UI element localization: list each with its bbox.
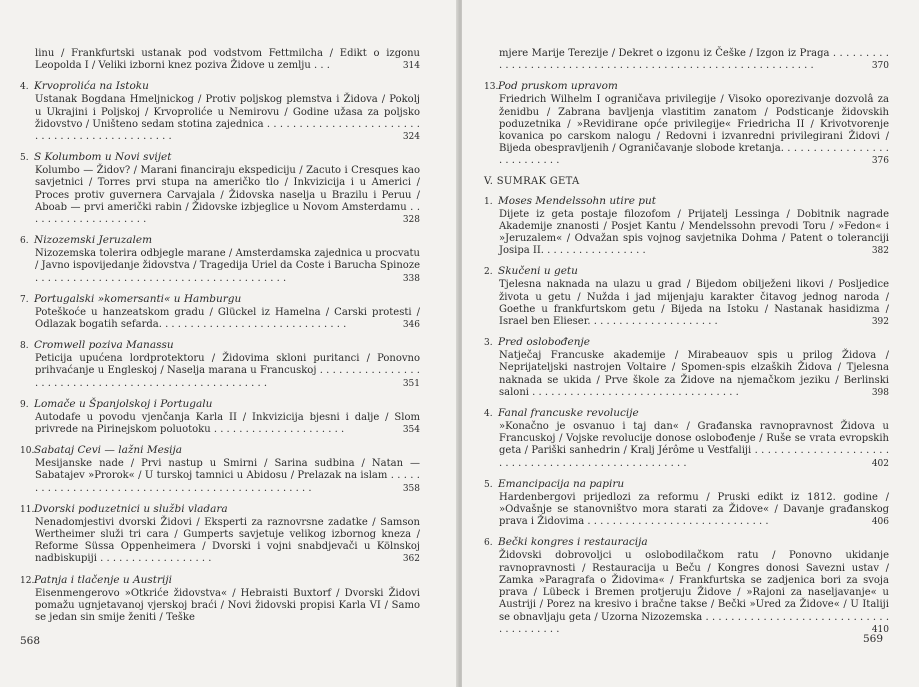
- entry-summary: [499, 279, 889, 328]
- entry-heading: [20, 151, 420, 165]
- toc-list: [484, 195, 889, 636]
- entry-title: Pod pruskom upravom: [498, 80, 618, 93]
- entry-summary-text: Eisenmengerovo »Otkriće židovstva« / Hebraisti Buxtorf / Dvorski Židovi pomažu ugnjetavanoj vjerskoj braći / Novi židovski propisi Karla VI / Samo se jedan sin smije ženiti / Teške: [35, 587, 420, 624]
- page-number: 338: [402, 273, 420, 284]
- entry-title: Sabataj Cevi — lažni Mesija: [34, 444, 183, 457]
- page-number: 392: [871, 317, 889, 328]
- entry-summary-text: Poteškoće u hanzeatskom gradu / Glückel iz Hamelna / Carski protesti / Odlazak bogatih sefarda. . . . . . . . . . . . . . . . . . . . . . . . . . . . . .: [35, 306, 420, 331]
- entry-summary: [499, 209, 889, 258]
- page-number: 358: [402, 483, 420, 494]
- entry-number: 6.: [484, 538, 493, 549]
- right-page: [462, 0, 919, 687]
- folio: 569: [862, 633, 883, 645]
- entry-title: Pred oslobođenje: [498, 336, 590, 349]
- entry-summary-text: Mesijanske nade / Prvi nastup u Smirni / Sarina sudbina / Natan — Sabatajev »Prorok« / U turskoj tamnici u Abidosu / Prelazak na islam . . . . . . . . . . . . . . . . . . . . . . . . . . . . . . . . . . . . . . . . . . . . . . . . .: [35, 458, 420, 494]
- lead-entry: [35, 48, 420, 72]
- entry-summary: [499, 350, 889, 399]
- entry-summary-text: Natječaj Francuske akademije / Mirabeauov spis u prilog Židova / Neprijateljski nastrojen Voltaire / Spomen-spis elzaških Židova / Tjelesna naknada se ukida / Prve škole za Židove na njemačkom jeziku / Berlinski saloni . . . . . . . . . . . . . . . . . . . . . . . . . . . . . . . . .: [499, 350, 889, 398]
- entry-title: Nizozemski Jeruzalem: [34, 234, 153, 247]
- entry-title: S Kolumbom u Novi svijet: [34, 151, 172, 164]
- entry-summary: [35, 458, 420, 495]
- entry-summary-text: Dijete iz geta postaje filozofom / Prijatelj Lessinga / Dobitnik nagrade Akademije znanosti / Posjet Kantu / Mendelssohn prevodi Toru / »Fedon« i »Jeruzalem« / Odvažan spis vojnog savjetnika Dohma / Patent o toleranciji Josipa II. . . . . . . . . . . . . . . . .: [499, 208, 889, 257]
- toc-entry: [484, 407, 889, 470]
- page-number: 410: [871, 624, 889, 635]
- entry-summary: [499, 492, 889, 529]
- toc-entry: [20, 503, 420, 566]
- entry-number: 6.: [20, 236, 29, 247]
- toc-entry: [484, 336, 889, 399]
- entry-summary: [35, 248, 420, 285]
- toc-entry: [484, 478, 889, 529]
- entry-heading: [484, 536, 889, 550]
- toc-entry: [484, 80, 889, 167]
- entry-number: 5.: [484, 479, 493, 490]
- entry-title: Dvorski poduzetnici u službi vladara: [34, 502, 228, 515]
- page-number: 382: [871, 246, 889, 257]
- toc-entry: [484, 265, 889, 328]
- toc-entry: [484, 536, 889, 635]
- entry-heading: [484, 478, 889, 492]
- entry-summary-text: Židovski dobrovoljci u oslobodilačkom ratu / Ponovno ukidanje ravnopravnosti / Restauracija u Beču / Kongres donosi Savezni ustav / Zamka »Paragrafa o Židovima« / Frankfurtska se zadjenica bori za svoja prava / Lübeck i Bremen protjeruju Židove / »Rajoni za naseljavanje« u Austriji / Porez na kresivo i bračne takse / Bečki »Ured za Židove« / U Italiji se obnavljaju geta / Uzorna Nizozemska . . . . . . . . . . . . . . . . . . . . . . . . . . . . . . . . . . . . . . .: [499, 550, 889, 635]
- toc-entry: [20, 151, 420, 226]
- entry-number: 8.: [20, 341, 29, 352]
- entry-heading: [484, 80, 889, 94]
- entry-heading: [20, 293, 420, 307]
- entry-title: Cromwell poziva Manassu: [34, 339, 174, 352]
- page-number: 314: [402, 61, 420, 72]
- entry-heading: [484, 195, 889, 209]
- toc-entry: [20, 80, 420, 143]
- entry-summary: [35, 353, 420, 390]
- page-number: 406: [871, 517, 889, 528]
- folio: 568: [20, 635, 41, 647]
- entry-number: 12.: [20, 575, 35, 586]
- left-page: [0, 0, 458, 687]
- entry-heading: [20, 444, 420, 458]
- entry-title: Fanal francuske revolucije: [498, 407, 639, 420]
- entry-summary-text: Friedrich Wilhelm I ograničava privilegije / Visoko oporezivanje dozvolâ za ženidbu / Zabrana bavljenja vlastitim zanatom / Podsticanje židovskih poduzetnika / »Revidirane opće privilegije« Friedricha II / Krivotvorenje kovanica po carskom nalogu / Redovni i izvanredni privilegirani Židovi / Bijeda obespravljenih / Ograničavanje slobode kretanja. . . . . . . . . . . . . . . . . . . . . . . . . . .: [499, 94, 889, 167]
- toc-entry: [20, 234, 420, 285]
- page-number: 354: [402, 425, 420, 436]
- entry-heading: [20, 234, 420, 248]
- entry-number: 10.: [20, 446, 35, 457]
- entry-heading: [484, 265, 889, 279]
- entry-number: 5.: [20, 153, 29, 164]
- page-number: 370: [871, 61, 889, 72]
- page-number: 351: [402, 378, 420, 389]
- toc-entry: [20, 574, 420, 625]
- lead-entry: [499, 48, 889, 72]
- entry-title: Skučeni u getu: [498, 265, 578, 278]
- page-number: 376: [871, 156, 889, 167]
- entry-heading: [20, 503, 420, 517]
- entry-number: 1.: [484, 196, 493, 207]
- entry-number: 4.: [484, 409, 493, 420]
- toc-entry: [484, 195, 889, 258]
- entry-summary-text: Autodafe u povodu vjenčanja Karla II / Inkvizicija bjesni i dalje / Slom privrede na Pirinejskom poluotoku . . . . . . . . . . . . . . . . . . . . .: [35, 411, 420, 436]
- lead-text: mjere Marije Terezije / Dekret o izgonu iz Češke / Izgon iz Praga . . . . . . . . . . . . . . . . . . . . . . . . . . . . . . . . . . . . . . . . . . . . . . . . . . . . . . . . . . .: [499, 48, 889, 72]
- toc-entry: [20, 293, 420, 331]
- entry-summary-text: »Konačno je osvanuo i taj dan« / Građanska ravnopravnost Židova u Francuskoj / Vojske revolucije donose oslobođenje / Ruše se vrata evropskih geta / Pariški sanhedrin / Kralj Jérôme u Vestfaliji . . . . . . . . . . . . . . . . . . . . . . . . . . . . . . . . . . . . . . . . . . . . . . . . . . .: [499, 421, 889, 469]
- entry-summary: [35, 307, 420, 331]
- entry-summary-text: Tjelesna naknada na ulazu u grad / Bijedom obilježeni likovi / Posljedice života u getu / Nužda i jad mijenjaju karakter čitavog jednog naroda / Goethe u frankfurtskom getu / Bijeda na Istoku / Nastanak hasidizma / Israel ben Elieser. . . . . . . . . . . . . . . . . . . . .: [499, 279, 889, 328]
- entry-summary: [35, 412, 420, 436]
- entry-heading: [20, 574, 420, 588]
- entry-summary-text: Nenadomjestivi dvorski Židovi / Eksperti za raznovrsne zadatke / Samson Wertheimer služi tri cara / Gumperts savjetuje velikog izbornog kneza / Reforme Süssa Oppenheimera / Dvorski i vojni snabdjevači u Kölnskoj nadbiskupiji . . . . . . . . . . . . . . . . . .: [35, 516, 420, 565]
- entry-heading: [484, 407, 889, 421]
- entry-number: 7.: [20, 294, 29, 305]
- entry-title: Patnja i tlačenje u Austriji: [34, 573, 172, 586]
- page-number: 402: [871, 458, 889, 469]
- entry-number: 2.: [484, 267, 493, 278]
- entry-summary: [35, 517, 420, 566]
- toc-entry: [20, 398, 420, 436]
- entry-summary: [35, 94, 420, 143]
- section-heading: V. SUMRAK GETA: [484, 175, 580, 187]
- entry-summary: [499, 421, 889, 470]
- entry-number: 9.: [20, 399, 29, 410]
- page-number: 362: [402, 554, 420, 565]
- entry-title: Emancipacija na papiru: [498, 477, 625, 490]
- entry-heading: [20, 398, 420, 412]
- entry-heading: [484, 336, 889, 350]
- entry-summary-text: Nizozemska tolerira odbjegle marane / Amsterdamska zajednica u procvatu / Javno ispovijedanje židovstva / Tragedija Uriel da Coste i Barucha Spinoze . . . . . . . . . . . . . . . . . . . . . . . . . . . . . . . . . . . . . . . .: [35, 248, 420, 284]
- entry-number: 11.: [20, 504, 35, 515]
- entry-number: 4.: [20, 82, 29, 93]
- entry-summary: [499, 550, 889, 635]
- entry-number: 3.: [484, 338, 493, 349]
- toc-list: [484, 80, 889, 167]
- page-number: 324: [402, 132, 420, 143]
- page-number: 346: [402, 320, 420, 331]
- entry-summary: [35, 588, 420, 625]
- page-number: 328: [402, 215, 420, 226]
- entry-summary-text: Hardenbergovi prijedlozi za reformu / Pruski edikt iz 1812. godine / »Odvašnje se stanovništvo mora starati za Židove« / Davanje građanskog prava i Židovima . . . . . . . . . . . . . . . . . . . . . . . . . . . . .: [499, 491, 889, 528]
- entry-summary-text: Kolumbo — Židov? / Marani financiraju ekspediciju / Zacuto i Cresques kao savjetnici / Torres prvi stupa na američko tlo / Inkvizicija i u Americi / Proces protiv guvernera Carvajala / Židovska naselja u Brazilu i Peruu / Aboab — prvi američki rabin / Židovske izbjeglice u Novom Amsterdamu . . . . . . . . . . . . . . . . . . . .: [35, 165, 420, 226]
- entry-summary-text: Peticija upućena lordprotektoru / Židovima skloni puritanci / Ponovno prihvaćanje u Engleskoj / Naselja marana u Francuskoj . . . . . . . . . . . . . . . . . . . . . . . . . . . . . . . . . . . . . . . . . . . . . . . . . . . . .: [35, 353, 420, 389]
- entry-heading: [20, 339, 420, 353]
- entry-number: 13.: [484, 82, 499, 93]
- toc-entry: [20, 444, 420, 495]
- entry-title: Moses Mendelssohn utire put: [498, 194, 656, 207]
- entry-summary: [35, 165, 420, 226]
- entry-title: Portugalski »komersanti« u Hamburgu: [34, 292, 242, 305]
- page-number: 398: [871, 387, 889, 398]
- toc-list: [20, 80, 420, 624]
- entry-title: Lomače u Španjolskoj i Portugalu: [34, 397, 213, 410]
- lead-text: linu / Frankfurtski ustanak pod vodstvom Fettmilcha / Edikt o izgonu Leopolda I / Veliki izborni knez poziva Židove u zemlju . . .: [35, 48, 420, 72]
- entry-heading: [20, 80, 420, 94]
- entry-title: Krvoprolića na Istoku: [34, 80, 149, 93]
- entry-summary: [499, 94, 889, 167]
- entry-title: Bečki kongres i restauracija: [498, 536, 648, 549]
- entry-summary-text: Ustanak Bogdana Hmeljnickog / Protiv poljskog plemstva i Židova / Pokolj u Ukrajini i Poljskoj / Krvoproliće u Nemirovu / Godine užasa za poljsko židovstvo / Uništeno sedam stotina zajednica . . . . . . . . . . . . . . . . . . . . . . . . . . . . . . . . . . . . . . . . . . . . . .: [35, 94, 420, 143]
- toc-entry: [20, 339, 420, 390]
